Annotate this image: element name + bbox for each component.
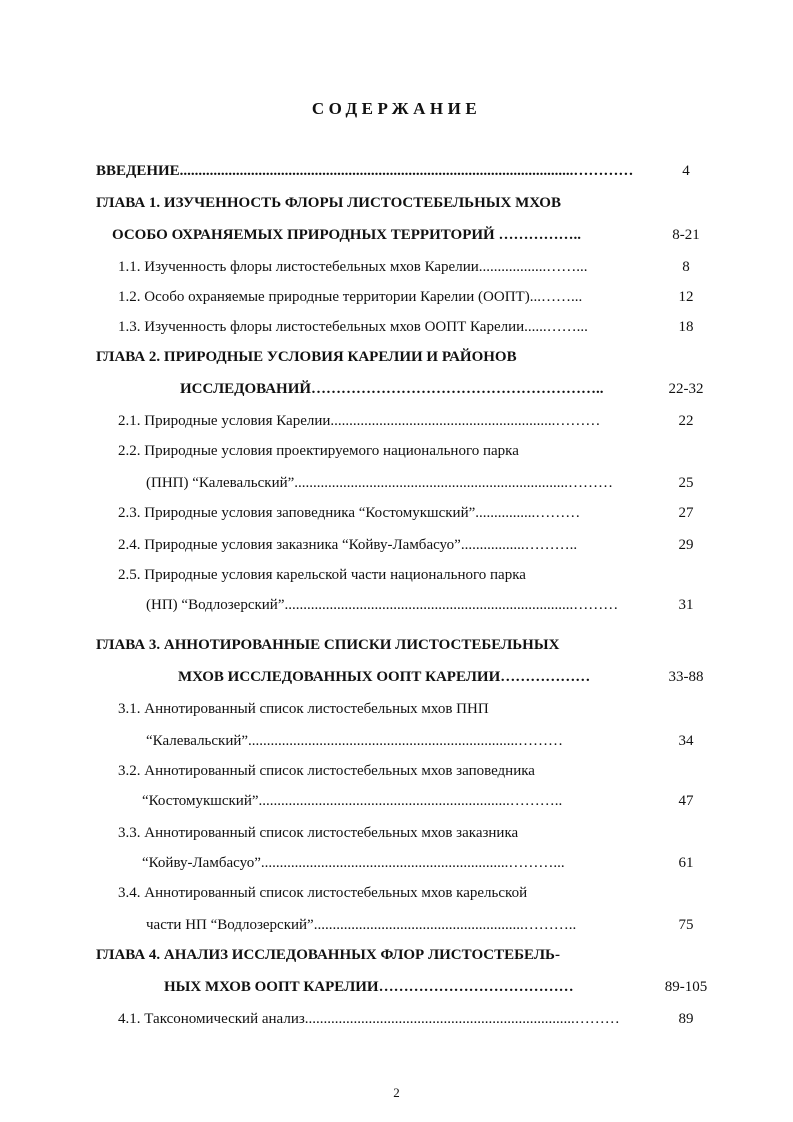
toc-page-chapter-2: 22-32 (668, 381, 704, 397)
toc-entry-2-1[interactable]: 2.1. Природные условия Карелии............................................................……… (118, 413, 601, 429)
toc-entry-2-4[interactable]: 2.4. Природные условия заказника “Койву-Ламбасуо”.................……….. (118, 537, 578, 553)
toc-page-chapter-4: 89-105 (664, 979, 708, 995)
page-number: 2 (393, 1085, 400, 1100)
toc-entry-4-1[interactable]: 4.1. Таксономический анализ........................................................................……… (118, 1011, 620, 1027)
toc-entry-3-1-cont[interactable]: “Калевальский”........................................................................……… (146, 733, 564, 749)
toc-page-1-3: 18 (678, 319, 694, 335)
toc-entry-chapter-4[interactable]: ГЛАВА 4. АНАЛИЗ ИССЛЕДОВАННЫХ ФЛОР ЛИСТОСТЕБЕЛЬ- (96, 947, 560, 963)
toc-page-3-3: 61 (678, 855, 694, 871)
toc-entry-chapter-1[interactable]: ГЛАВА 1. ИЗУЧЕННОСТЬ ФЛОРЫ ЛИСТОСТЕБЕЛЬНЫХ МХОВ (96, 195, 561, 211)
toc-page-2-4: 29 (678, 537, 694, 553)
toc-entry-2-2-cont[interactable]: (ПНП) “Калевальский”.........................................................................……… (146, 475, 614, 491)
toc-entry-chapter-3-cont[interactable]: МХОВ ИССЛЕДОВАННЫХ ООПТ КАРЕЛИИ……………… (178, 669, 591, 685)
toc-entry-3-2[interactable]: 3.2. Аннотированный список листостебельных мхов заповедника (118, 763, 535, 779)
toc-entry-2-2[interactable]: 2.2. Природные условия проектируемого национального парка (118, 443, 519, 459)
toc-entry-chapter-2[interactable]: ГЛАВА 2. ПРИРОДНЫЕ УСЛОВИЯ КАРЕЛИИ И РАЙОНОВ (96, 349, 517, 365)
toc-entry-3-2-cont[interactable]: “Костомукшский”...................................................................……….. (142, 793, 563, 809)
toc-page-1-2: 12 (678, 289, 694, 305)
toc-entry-2-5[interactable]: 2.5. Природные условия карельской части национального парка (118, 567, 526, 583)
toc-entry-2-3[interactable]: 2.3. Природные условия заповедника “Костомукшский”................……… (118, 505, 581, 521)
toc-page-3-2: 47 (678, 793, 694, 809)
toc-entry-3-4-cont[interactable]: части НП “Водлозерский”........................................................……….. (146, 917, 577, 933)
toc-page-3-4: 75 (678, 917, 694, 933)
toc-page-chapter-3: 33-88 (668, 669, 704, 685)
toc-entry-1-1[interactable]: 1.1. Изученность флоры листостебельных мхов Карелии..................……... (118, 259, 588, 275)
toc-title: СОДЕРЖАНИЕ (311, 99, 482, 118)
toc-page-4-1: 89 (678, 1011, 694, 1027)
toc-page-2-2: 25 (678, 475, 694, 491)
toc-page-2-5: 31 (678, 597, 694, 613)
toc-page-chapter-1: 8-21 (672, 227, 700, 243)
toc-page-2-1: 22 (678, 413, 694, 429)
toc-page-2-3: 27 (678, 505, 694, 521)
toc-entry-1-3[interactable]: 1.3. Изученность флоры листостебельных мхов ООПТ Карелии......……... (118, 319, 588, 335)
toc-page-1-1: 8 (682, 259, 690, 275)
toc-entry-3-4[interactable]: 3.4. Аннотированный список листостебельных мхов карельской (118, 885, 528, 901)
toc-page-3-1: 34 (678, 733, 694, 749)
toc-entry-3-1[interactable]: 3.1. Аннотированный список листостебельных мхов ПНП (118, 701, 489, 717)
toc-entry-chapter-2-cont[interactable]: ИССЛЕДОВАНИЙ………………………………………………….. (180, 381, 604, 397)
toc-entry-intro[interactable]: ВВЕДЕНИЕ.........................................................................................................………… (96, 163, 634, 179)
toc-entry-chapter-1-cont[interactable]: ОСОБО ОХРАНЯЕМЫХ ПРИРОДНЫХ ТЕРРИТОРИЙ …………….. (112, 227, 581, 243)
toc-page-intro: 4 (682, 163, 690, 179)
toc-entry-chapter-4-cont[interactable]: НЫХ МХОВ ООПТ КАРЕЛИИ………………………………… (164, 979, 574, 995)
toc-entry-chapter-3[interactable]: ГЛАВА 3. АННОТИРОВАННЫЕ СПИСКИ ЛИСТОСТЕБЕЛЬНЫХ (96, 637, 560, 653)
toc-entry-2-5-cont[interactable]: (НП) “Водлозерский”.............................................................................……… (146, 597, 619, 613)
toc-entry-3-3-cont[interactable]: “Койву-Ламбасуо”..................................................................………... (142, 855, 565, 871)
toc-entry-3-3[interactable]: 3.3. Аннотированный список листостебельных мхов заказника (118, 825, 519, 841)
toc-entry-1-2[interactable]: 1.2. Особо охраняемые природные территории Карелии (ООПТ)...……... (118, 289, 583, 305)
